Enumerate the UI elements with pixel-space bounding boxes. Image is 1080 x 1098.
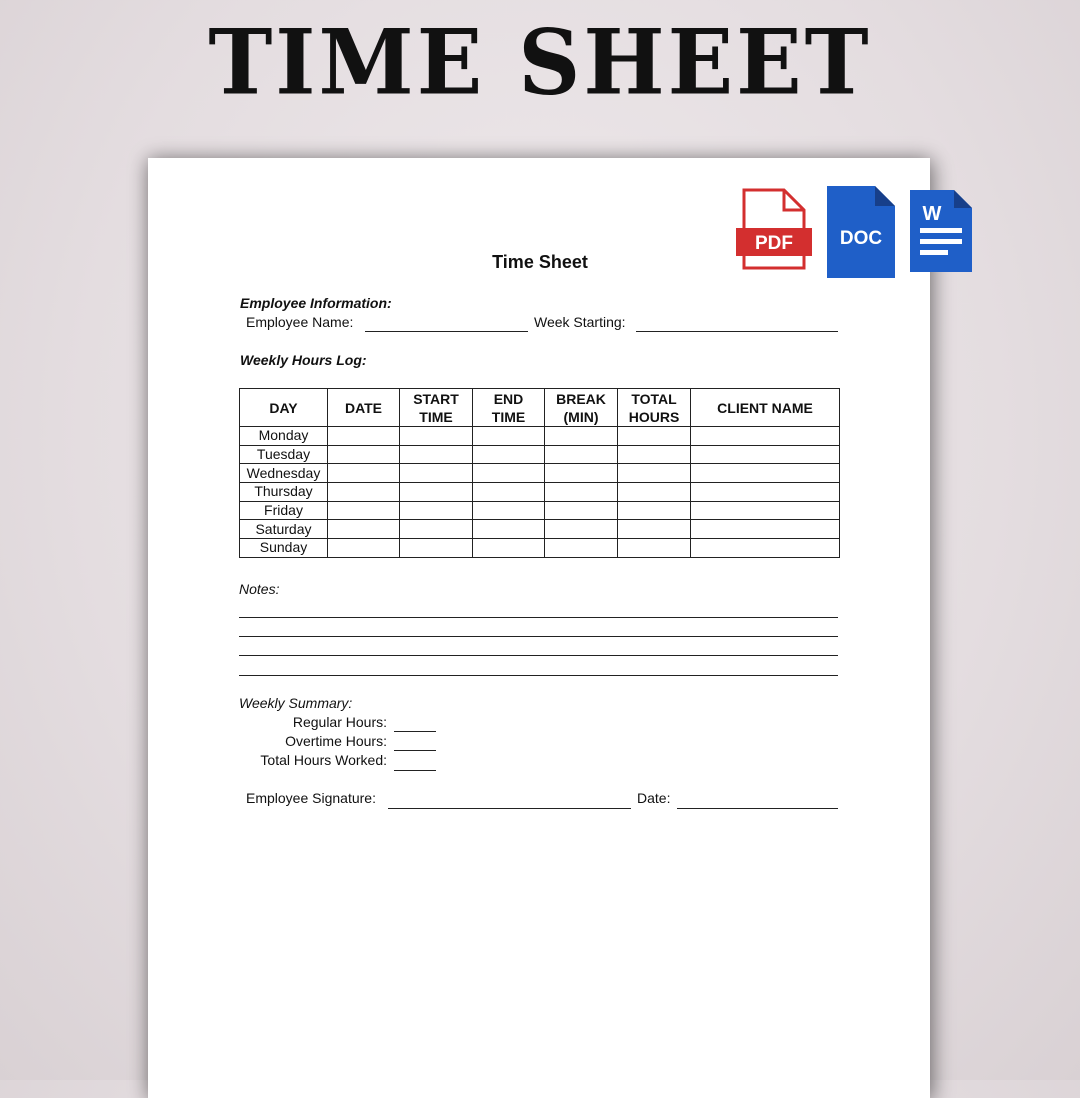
date-cell[interactable] [328, 520, 400, 539]
client-name-cell[interactable] [691, 427, 840, 446]
end-time-cell[interactable] [473, 501, 545, 520]
hours-log-heading: Weekly Hours Log: [240, 352, 367, 368]
break-cell[interactable] [545, 539, 618, 558]
employee-signature-label: Employee Signature: [246, 790, 376, 806]
header-start-time: START TIME [400, 389, 473, 427]
day-cell: Tuesday [240, 445, 328, 464]
notes-line-2[interactable] [239, 636, 838, 637]
end-time-cell[interactable] [473, 427, 545, 446]
start-time-cell[interactable] [400, 445, 473, 464]
date-cell[interactable] [328, 501, 400, 520]
break-cell[interactable] [545, 520, 618, 539]
header-client-name: CLIENT NAME [691, 389, 840, 427]
end-time-cell[interactable] [473, 464, 545, 483]
table-row [240, 427, 840, 446]
day-cell: Sunday [240, 539, 328, 558]
date-cell[interactable] [328, 445, 400, 464]
start-time-cell[interactable] [400, 539, 473, 558]
word-icon-label: W [922, 203, 942, 225]
client-name-cell[interactable] [691, 483, 840, 502]
break-cell[interactable] [545, 427, 618, 446]
end-time-cell[interactable] [473, 483, 545, 502]
employee-name-label: Employee Name: [246, 314, 354, 330]
client-name-cell[interactable] [691, 445, 840, 464]
total-hours-cell[interactable] [618, 445, 691, 464]
client-name-cell[interactable] [691, 520, 840, 539]
employee-signature-field[interactable] [388, 808, 631, 809]
day-cell: Monday [240, 427, 328, 446]
table-header-row [240, 389, 840, 427]
banner-title: TIME SHEET [208, 9, 872, 116]
date-cell[interactable] [328, 427, 400, 446]
header-total-hours: TOTAL HOURS [618, 389, 691, 427]
table-row [240, 520, 840, 539]
client-name-cell[interactable] [691, 501, 840, 520]
header-break-min: BREAK (MIN) [545, 389, 618, 427]
break-cell[interactable] [545, 483, 618, 502]
signature-date-label: Date: [637, 790, 671, 806]
week-starting-field[interactable] [636, 331, 838, 332]
start-time-cell[interactable] [400, 427, 473, 446]
start-time-cell[interactable] [400, 464, 473, 483]
start-time-cell[interactable] [400, 483, 473, 502]
signature-date-field[interactable] [677, 808, 838, 809]
overtime-hours-field[interactable] [394, 750, 436, 751]
end-time-cell[interactable] [473, 539, 545, 558]
day-cell: Wednesday [240, 464, 328, 483]
end-time-cell[interactable] [473, 445, 545, 464]
header-end-time: END TIME [473, 389, 545, 427]
total-hours-cell[interactable] [618, 427, 691, 446]
header-day: DAY [240, 389, 328, 427]
doc-icon-label: DOC [839, 228, 883, 249]
date-cell[interactable] [328, 539, 400, 558]
table-row [240, 539, 840, 558]
client-name-cell[interactable] [691, 464, 840, 483]
break-cell[interactable] [545, 464, 618, 483]
break-cell[interactable] [545, 445, 618, 464]
total-hours-cell[interactable] [618, 501, 691, 520]
start-time-cell[interactable] [400, 520, 473, 539]
total-hours-cell[interactable] [618, 464, 691, 483]
total-hours-cell[interactable] [618, 520, 691, 539]
total-hours-cell[interactable] [618, 483, 691, 502]
employee-name-field[interactable] [365, 331, 528, 332]
header-date: DATE [328, 389, 400, 427]
table-row [240, 464, 840, 483]
notes-heading: Notes: [239, 581, 280, 597]
date-cell[interactable] [328, 464, 400, 483]
break-cell[interactable] [545, 501, 618, 520]
regular-hours-field[interactable] [394, 731, 436, 732]
date-cell[interactable] [328, 483, 400, 502]
day-cell: Thursday [240, 483, 328, 502]
notes-line-1[interactable] [239, 617, 838, 618]
day-cell: Saturday [240, 520, 328, 539]
employee-info-heading: Employee Information: [240, 295, 392, 311]
notes-line-3[interactable] [239, 655, 838, 656]
start-time-cell[interactable] [400, 501, 473, 520]
end-time-cell[interactable] [473, 520, 545, 539]
total-hours-field[interactable] [394, 770, 436, 771]
client-name-cell[interactable] [691, 539, 840, 558]
total-hours-cell[interactable] [618, 539, 691, 558]
overtime-hours-label: Overtime Hours: [285, 733, 387, 749]
day-cell: Friday [240, 501, 328, 520]
week-starting-label: Week Starting: [534, 314, 626, 330]
notes-line-4[interactable] [239, 675, 838, 676]
pdf-icon-label: PDF [755, 233, 793, 254]
regular-hours-label: Regular Hours: [292, 714, 387, 730]
table-row [240, 501, 840, 520]
table-row [240, 483, 840, 502]
document-title: Time Sheet [492, 252, 588, 272]
total-hours-label: Total Hours Worked: [260, 752, 387, 768]
hours-log-table [239, 388, 840, 558]
summary-heading: Weekly Summary: [239, 695, 353, 711]
table-row [240, 445, 840, 464]
